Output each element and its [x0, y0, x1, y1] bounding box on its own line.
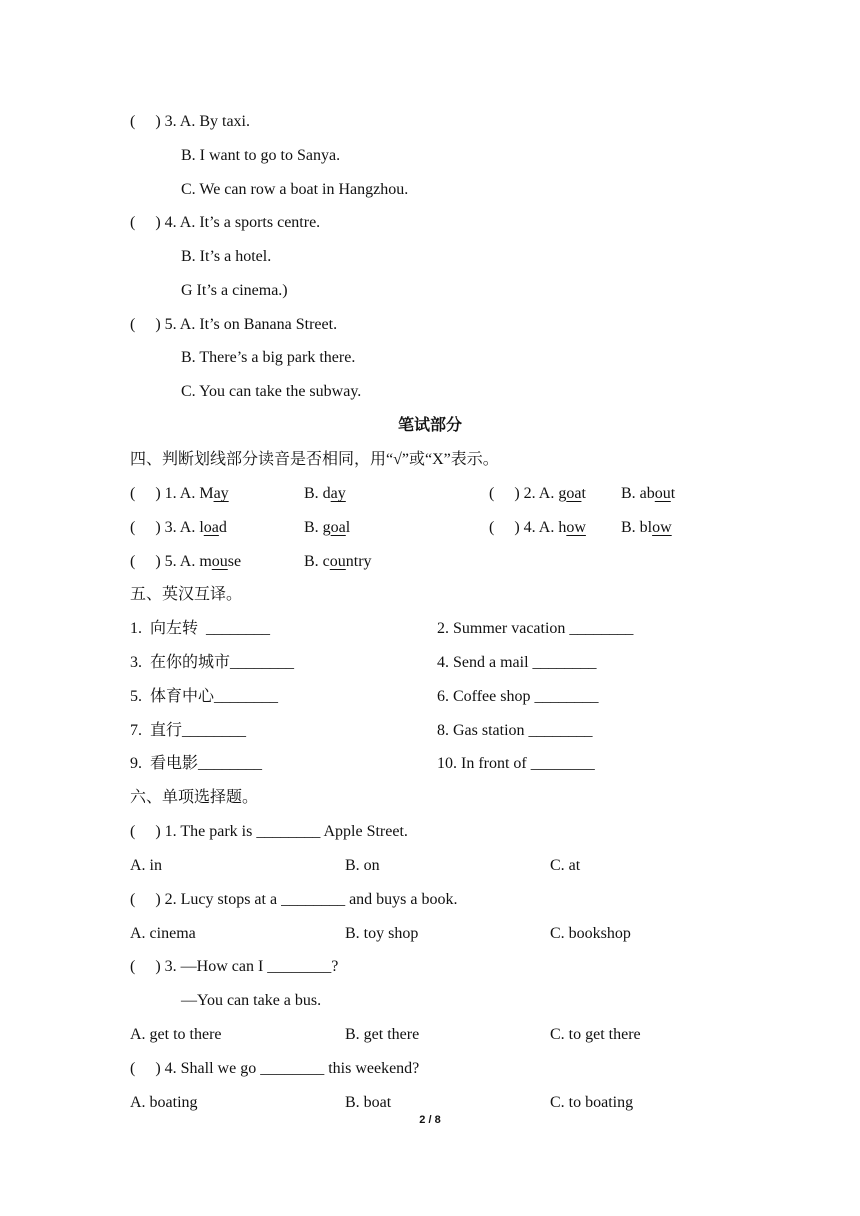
listening-q3-option-c: C. We can row a boat in Hangzhou.: [181, 181, 409, 198]
listening-q3: ( ) 3. A. By taxi.: [130, 113, 250, 130]
listening-q5: ( ) 5. A. It’s on Banana Street.: [130, 316, 338, 333]
section6-q4-option-b: B. boat: [345, 1094, 392, 1111]
section6-q3-option-c: C. to get there: [550, 1026, 641, 1043]
listening-q4-option-b: B. It’s a hotel.: [181, 248, 272, 265]
section6-q4-option-c: C. to boating: [550, 1094, 634, 1111]
section4-q3-b: B. goal: [304, 519, 351, 536]
section6-q1-option-c: C. at: [550, 857, 581, 874]
section6-q3-option-b: B. get there: [345, 1026, 420, 1043]
section5-item-7: 7. 直行________: [130, 722, 247, 739]
section6-q1-stem: ( ) 1. The park is ________ Apple Street.: [130, 823, 408, 840]
section4-q2-b: B. about: [621, 485, 676, 502]
section5-item-10: 10. In front of ________: [437, 755, 595, 772]
section5-item-1: 1. 向左转 ________: [130, 620, 271, 637]
section6-q2-stem: ( ) 2. Lucy stops at a ________ and buys a book.: [130, 891, 458, 908]
listening-q5-option-b: B. There’s a big park there.: [181, 349, 356, 366]
section6-title: 六、单项选择题。: [130, 789, 259, 806]
section6-q1-option-a: A. in: [130, 857, 162, 874]
section6-q2-option-c: C. bookshop: [550, 925, 631, 942]
section4-q5-a: ( ) 5. A. mouse: [130, 553, 242, 570]
written-part-title: 笔试部分: [397, 417, 462, 434]
section5-item-3: 3. 在你的城市________: [130, 654, 295, 671]
section4-q2-a: ( ) 2. A. goat: [489, 485, 586, 502]
listening-q4: ( ) 4. A. It’s a sports centre.: [130, 214, 321, 231]
section6-q2-option-b: B. toy shop: [345, 925, 419, 942]
section6-q3-stem: ( ) 3. —How can I ________?: [130, 958, 339, 975]
section4-q1-b: B. day: [304, 485, 346, 502]
section6-q1-option-b: B. on: [345, 857, 380, 874]
section6-q3-option-a: A. get to there: [130, 1026, 222, 1043]
listening-q3-option-b: B. I want to go to Sanya.: [181, 147, 341, 164]
section4-q5-b: B. country: [304, 553, 372, 570]
section5-item-2: 2. Summer vacation ________: [437, 620, 634, 637]
page-number: 2 / 8: [419, 1114, 441, 1126]
listening-q4-option-c: G It’s a cinema.): [181, 282, 288, 299]
section4-q1-a: ( ) 1. A. May: [130, 485, 229, 502]
section5-item-5: 5. 体育中心________: [130, 688, 279, 705]
section6-q2-option-a: A. cinema: [130, 925, 196, 942]
section4-title: 四、判断划线部分读音是否相同，用“√”或“X”表示。: [130, 451, 499, 468]
section6-q4-option-a: A. boating: [130, 1094, 198, 1111]
section5-item-8: 8. Gas station ________: [437, 722, 593, 739]
listening-q5-option-c: C. You can take the subway.: [181, 383, 362, 400]
section4-q4-b: B. blow: [621, 519, 672, 536]
section4-q4-a: ( ) 4. A. how: [489, 519, 586, 536]
section5-item-9: 9. 看电影________: [130, 755, 263, 772]
section5-item-4: 4. Send a mail ________: [437, 654, 597, 671]
section5-title: 五、英汉互译。: [130, 586, 243, 603]
section6-q4-stem: ( ) 4. Shall we go ________ this weekend?: [130, 1060, 420, 1077]
section6-q3-reply: —You can take a bus.: [181, 992, 322, 1009]
section4-q3-a: ( ) 3. A. load: [130, 519, 227, 536]
section5-item-6: 6. Coffee shop ________: [437, 688, 599, 705]
